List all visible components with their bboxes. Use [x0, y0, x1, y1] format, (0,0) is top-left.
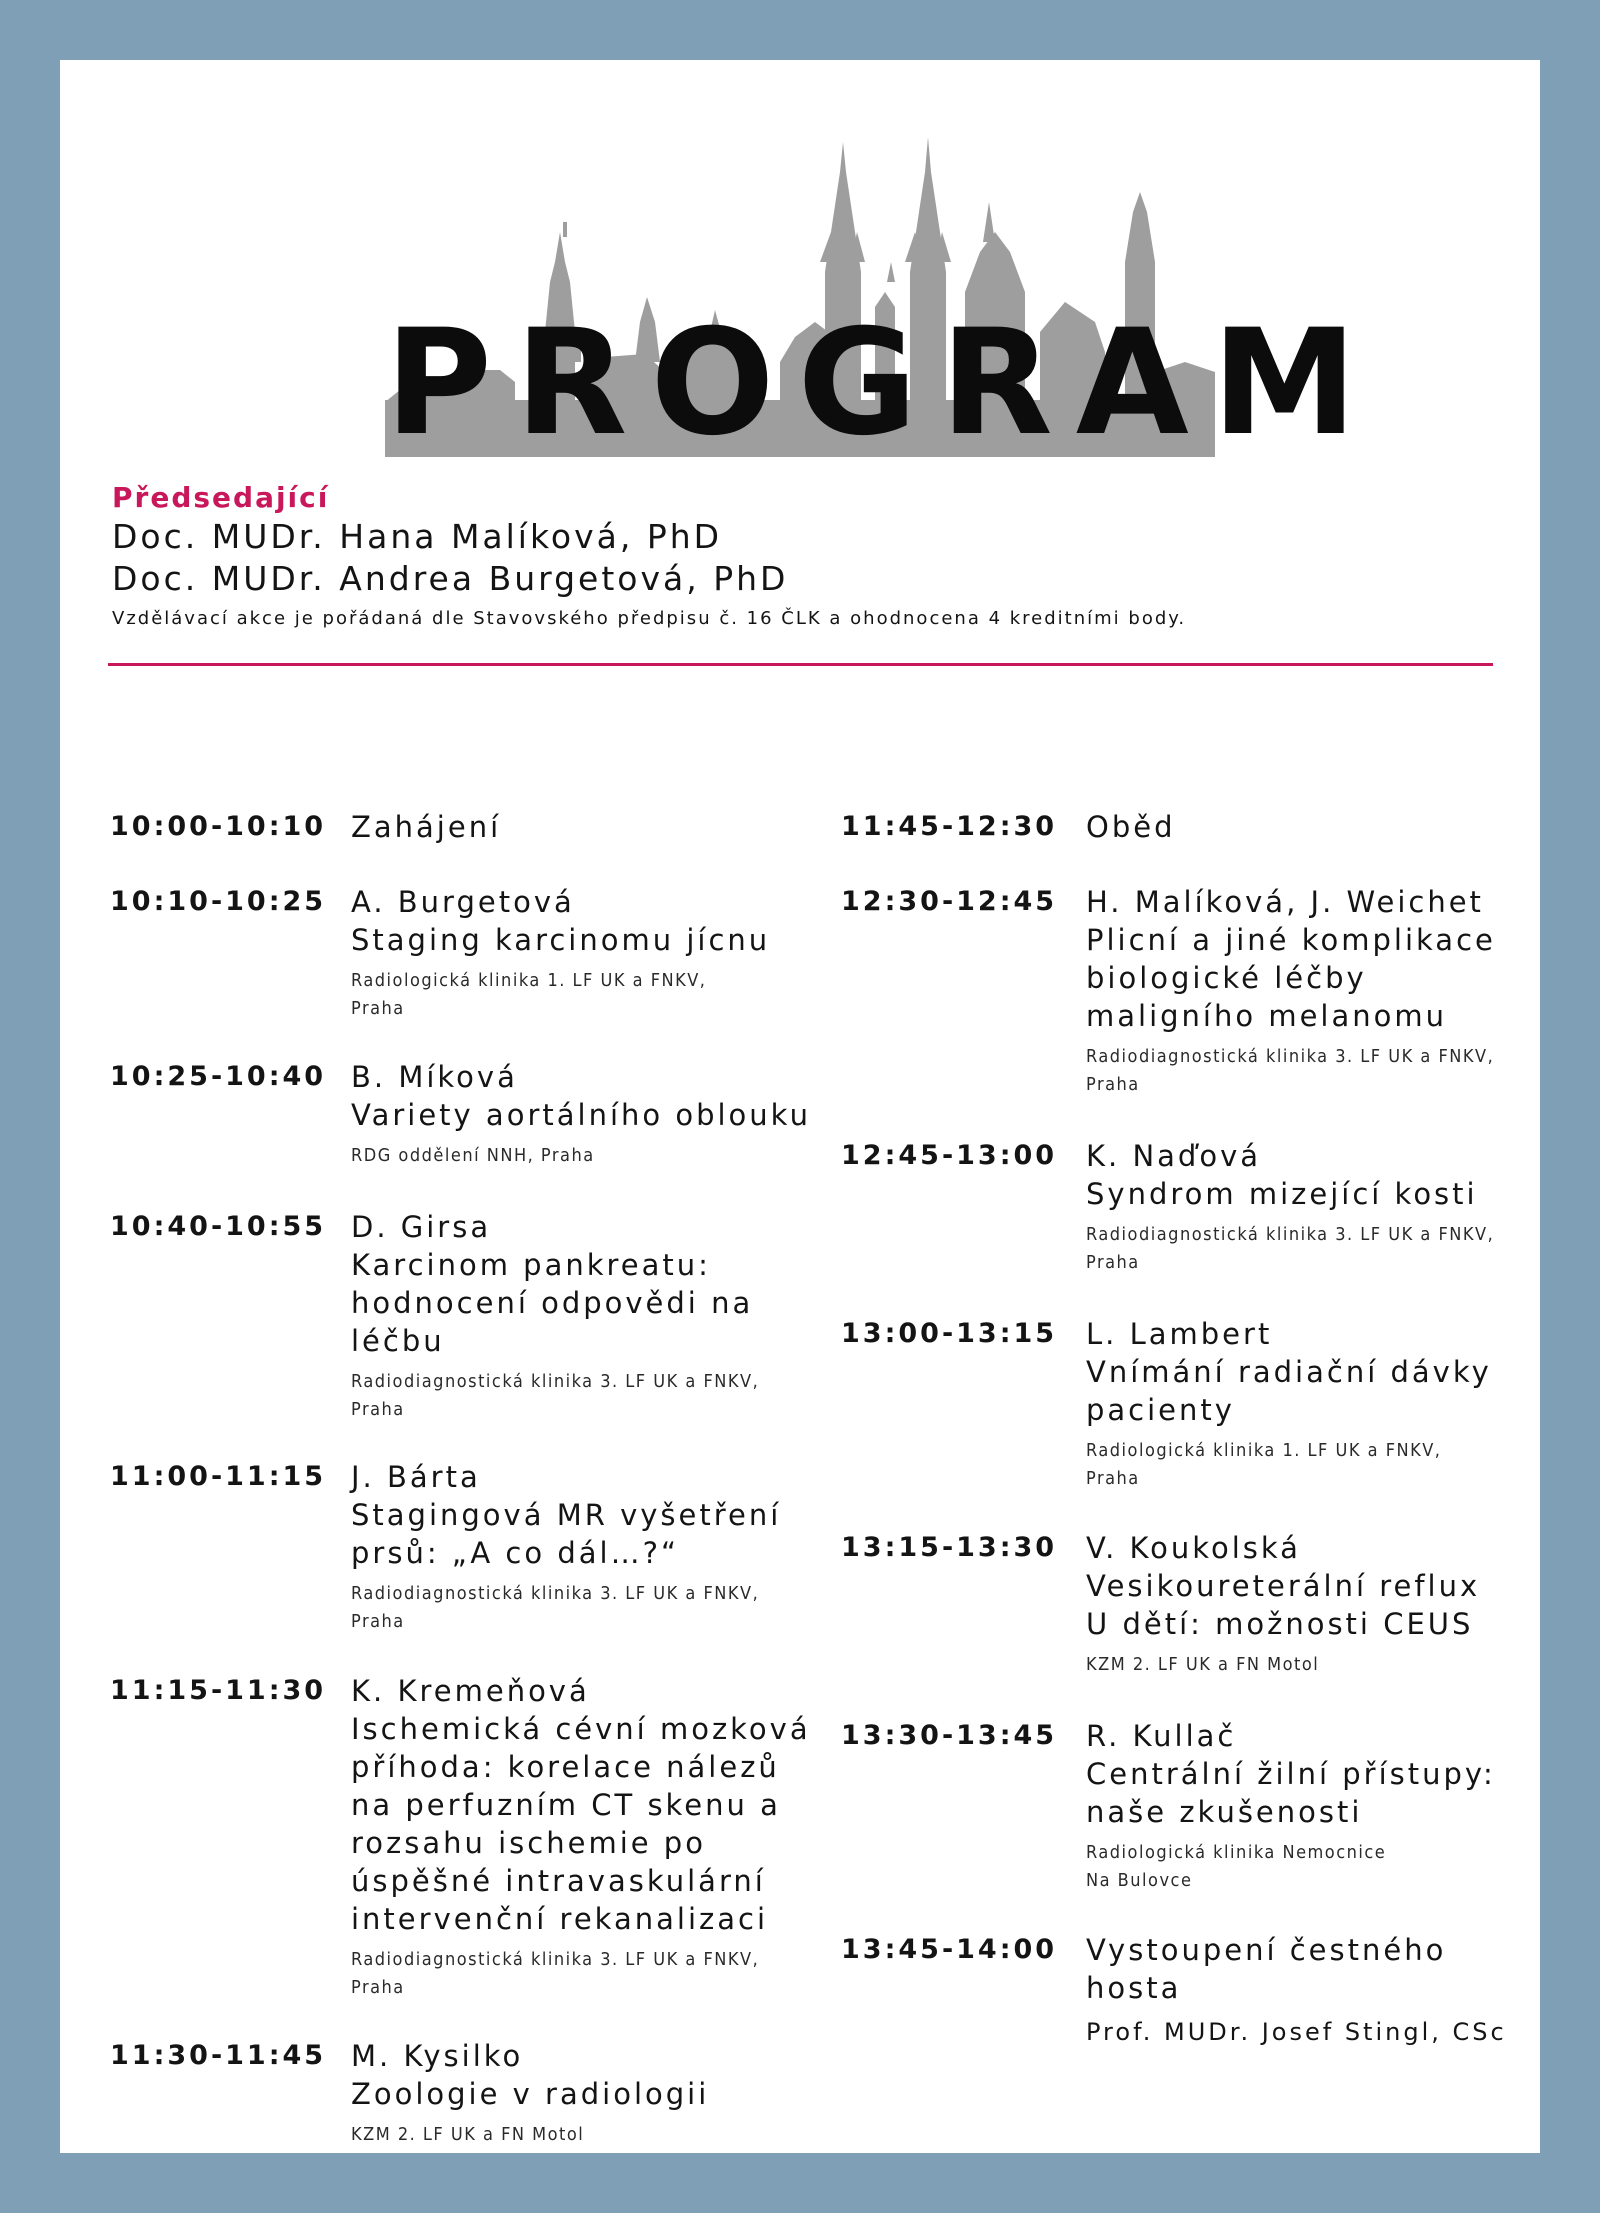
affiliation-line: Praha — [351, 1399, 405, 1420]
affiliation-line: Radiologická klinika 1. LF UK a FNKV, — [1086, 1440, 1442, 1461]
affiliation-line: RDG oddělení NNH, Praha — [351, 1145, 595, 1166]
session-affiliation — [1086, 1437, 1541, 1493]
session-title: naše zkušenosti — [1086, 1795, 1363, 1829]
schedule-left-column — [110, 808, 830, 2149]
schedule-item — [110, 808, 830, 883]
session-title: Stagingová MR vyšetření — [351, 1498, 782, 1532]
program-page — [60, 60, 1540, 2153]
session-time: 11:30-11:45 — [110, 2040, 327, 2071]
guest-name: Prof. MUDr. Josef Stingl, CSc — [1086, 2018, 1507, 2046]
session-time: 12:30-12:45 — [841, 886, 1058, 917]
chairs-label: Předsedající — [112, 481, 330, 514]
session-title: příhoda: korelace nálezů — [351, 1750, 780, 1784]
session-time: 10:00-10:10 — [110, 811, 327, 842]
schedule-item — [841, 1137, 1541, 1315]
session-speaker: Vystoupení čestného — [1086, 1933, 1447, 1967]
session-title: maligního melanomu — [1086, 999, 1447, 1033]
divider — [108, 663, 1493, 666]
session-title: Vesikoureterální reflux — [1086, 1569, 1481, 1603]
session-speaker: M. Kysilko — [351, 2039, 524, 2073]
session-title: hosta — [1086, 1971, 1182, 2005]
schedule-item — [841, 1529, 1541, 1717]
session-time: 10:10-10:25 — [110, 886, 327, 917]
chairs-section — [112, 480, 1512, 634]
affiliation-line: KZM 2. LF UK a FN Motol — [1086, 1654, 1320, 1675]
affiliation-line: Na Bulovce — [1086, 1870, 1193, 1891]
session-time: 12:45-13:00 — [841, 1140, 1058, 1171]
affiliation-line: Radiodiagnostická klinika 3. LF UK a FNKV, — [351, 1583, 760, 1604]
session-speaker: Oběd — [1086, 810, 1176, 844]
session-title: Variety aortálního oblouku — [351, 1098, 811, 1132]
session-title: pacienty — [1086, 1393, 1235, 1427]
affiliation-line: Praha — [1086, 1252, 1140, 1273]
session-affiliation — [351, 1946, 830, 2002]
session-title: Syndrom mizející kosti — [1086, 1177, 1478, 1211]
session-time: 11:45-12:30 — [841, 811, 1058, 842]
session-time: 10:40-10:55 — [110, 1211, 327, 1242]
session-title: biologické léčby — [1086, 961, 1367, 995]
session-title: intervenční rekanalizaci — [351, 1902, 768, 1936]
page-title: PROGRAM — [385, 298, 1381, 468]
session-title: U dětí: možnosti CEUS — [1086, 1607, 1474, 1641]
session-title: hodnocení odpovědi na — [351, 1286, 754, 1320]
session-title: úspěšné intravaskulární — [351, 1864, 766, 1898]
session-speaker: D. Girsa — [351, 1210, 492, 1244]
session-speaker: H. Malíková, J. Weichet — [1086, 885, 1484, 919]
session-title: léčbu — [351, 1324, 445, 1358]
session-speaker: A. Burgetová — [351, 885, 575, 919]
session-speaker: K. Kremeňová — [351, 1674, 590, 1708]
affiliation-line: Praha — [351, 998, 405, 1019]
session-time: 13:00-13:15 — [841, 1318, 1058, 1349]
session-title: na perfuzním CT skenu a — [351, 1788, 781, 1822]
session-title: Staging karcinomu jícnu — [351, 923, 771, 957]
session-affiliation — [1086, 1043, 1541, 1099]
session-time: 10:25-10:40 — [110, 1061, 327, 1092]
session-time: 13:45-14:00 — [841, 1934, 1058, 1965]
session-title: Ischemická cévní mozková — [351, 1712, 811, 1746]
session-speaker: Zahájení — [351, 810, 502, 844]
schedule-item — [841, 1931, 1541, 2049]
session-affiliation — [351, 2121, 830, 2149]
schedule-item — [841, 1315, 1541, 1529]
session-time: 11:00-11:15 — [110, 1461, 327, 1492]
session-speaker: B. Míková — [351, 1060, 518, 1094]
chair-name: Doc. MUDr. Hana Malíková, PhD — [112, 517, 723, 556]
session-affiliation — [1086, 1221, 1541, 1277]
schedule-item — [110, 1672, 830, 2037]
schedule-item — [110, 883, 830, 1058]
session-speaker: K. Naďová — [1086, 1139, 1262, 1173]
affiliation-line: Radiodiagnostická klinika 3. LF UK a FNKV, — [1086, 1046, 1495, 1067]
affiliation-line: Radiodiagnostická klinika 3. LF UK a FNKV, — [1086, 1224, 1495, 1245]
session-affiliation — [351, 967, 830, 1023]
session-affiliation — [1086, 1651, 1541, 1679]
session-title: Zoologie v radiologii — [351, 2077, 710, 2111]
affiliation-line: KZM 2. LF UK a FN Motol — [351, 2124, 585, 2145]
affiliation-line: Radiodiagnostická klinika 3. LF UK a FNKV, — [351, 1949, 760, 1970]
session-speaker: L. Lambert — [1086, 1317, 1273, 1351]
schedule-item — [110, 2037, 830, 2149]
affiliation-line: Radiologická klinika 1. LF UK a FNKV, — [351, 970, 707, 991]
session-time: 13:15-13:30 — [841, 1532, 1058, 1563]
affiliation-line: Praha — [351, 1611, 405, 1632]
accreditation-note: Vzdělávací akce je pořádaná dle Stavovského předpisu č. 16 ČLK a ohodnocena 4 kreditními body. — [112, 608, 1187, 629]
session-affiliation — [1086, 1839, 1541, 1895]
session-title: Karcinom pankreatu: — [351, 1248, 711, 1282]
session-affiliation — [351, 1580, 830, 1636]
schedule-item — [841, 808, 1541, 883]
schedule-item — [841, 1717, 1541, 1931]
session-title: Plicní a jiné komplikace — [1086, 923, 1496, 957]
schedule-right-column — [841, 808, 1541, 2049]
session-affiliation — [351, 1142, 830, 1170]
affiliation-line: Radiologická klinika Nemocnice — [1086, 1842, 1387, 1863]
schedule-item — [110, 1208, 830, 1458]
session-title: Vnímání radiační dávky — [1086, 1355, 1492, 1389]
session-title: Centrální žilní přístupy: — [1086, 1757, 1496, 1791]
session-affiliation — [351, 1368, 830, 1424]
schedule-item — [841, 883, 1541, 1137]
schedule-item — [110, 1458, 830, 1672]
affiliation-line: Praha — [1086, 1074, 1140, 1095]
affiliation-line: Radiodiagnostická klinika 3. LF UK a FNKV, — [351, 1371, 760, 1392]
session-speaker: J. Bárta — [351, 1460, 481, 1494]
schedule-item — [110, 1058, 830, 1208]
session-title: prsů: „A co dál…?“ — [351, 1536, 679, 1570]
session-title: rozsahu ischemie po — [351, 1826, 706, 1860]
affiliation-line: Praha — [351, 1977, 405, 1998]
chair-name: Doc. MUDr. Andrea Burgetová, PhD — [112, 559, 789, 598]
session-speaker: R. Kullač — [1086, 1719, 1237, 1753]
session-time: 13:30-13:45 — [841, 1720, 1058, 1751]
affiliation-line: Praha — [1086, 1468, 1140, 1489]
session-speaker: V. Koukolská — [1086, 1531, 1301, 1565]
session-time: 11:15-11:30 — [110, 1675, 327, 1706]
